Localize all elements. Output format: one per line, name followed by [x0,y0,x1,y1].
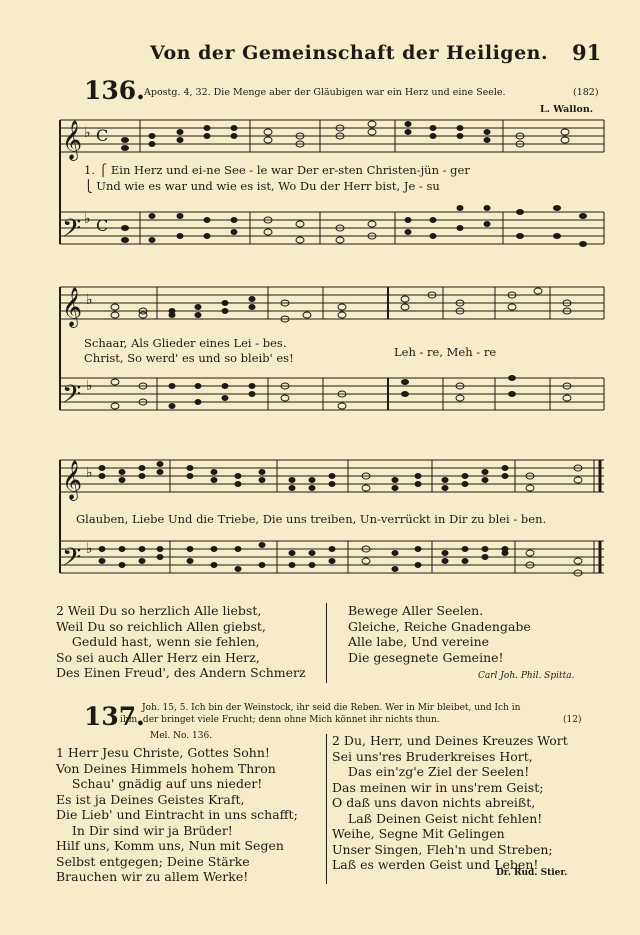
lyrics-system-2-verse-1: Schaar, Als Glieder eines Lei - bes. [84,336,287,350]
hymn-136-number: 136. [84,76,145,105]
svg-text:𝄢: 𝄢 [62,543,82,578]
svg-text:𝄞: 𝄞 [62,460,83,500]
lyrics-system-3: Glauben, Liebe Und die Triebe, Die uns treiben, Un-verrückt in Dir zu blei - ben. [76,512,547,526]
svg-text:C: C [96,216,109,235]
svg-text:𝄢: 𝄢 [62,380,82,415]
svg-text:♭: ♭ [86,378,93,394]
page-number: 91 [572,40,602,65]
hymn-137-ref-no: (12) [563,715,582,725]
hymn-136-composer: L. Wallon. [540,104,594,115]
svg-text:♭: ♭ [84,211,91,227]
hymn-137-melody: Mel. No. 136. [150,731,213,741]
hymn-137-number: 137. [84,702,145,731]
lyrics-system-2-refrain: Leh - re, Meh - re [394,345,497,359]
hymn-136-reference: Apostg. 4, 32. Die Menge aber der Gläubigen war ein Herz und eine Seele. [144,87,506,98]
svg-text:𝄞: 𝄞 [62,287,83,327]
svg-text:♭: ♭ [84,125,91,141]
hymn-137-reference-line-1: Joh. 15, 5. Ich bin der Weinstock, ihr seid die Reben. Wer in Mir bleibet, und Ich in [142,703,521,713]
svg-text:♭: ♭ [86,292,93,308]
lyrics-system-2-verse-2: Christ, So werd' es und so bleib' es! [84,351,294,365]
running-title: Von der Gemeinschaft der Heiligen. [150,42,549,64]
hymn-136-verse-2-left: 2 Weil Du so herzlich Alle liebst, Weil Du so reichlich Allen giebst, Geduld hast, wenn sie fehlen, So sei auch Aller Herz ein Herz, Des Einen Freud', des Andern Schmerz [56,603,306,680]
music-system-1 [0,115,640,275]
column-divider [326,603,327,683]
hymn-136-ref-no: (182) [573,87,599,98]
hymn-137-reference-line-2: ihm, der bringet viele Frucht; denn ohne Mich könnet ihr nichts thun. [120,715,440,725]
svg-text:C: C [96,126,109,145]
hymn-137-verse-1: 1 Herr Jesu Christe, Gottes Sohn! Von Deines Himmels hohem Thron Schau' gnädig auf uns nieder! Es ist ja Deines Geistes Kraft, Die Lieb' und Eintracht in uns schafft; In Dir sind wir ja Brüder! Hilf uns, Komm uns, Nun mit Segen Selbst entgegen; Deine Stärke Brauchen wir zu allem Werke! [56,745,298,884]
music-system-3 [0,455,640,605]
column-divider-2 [326,734,327,884]
hymn-136-verse-2-right: Bewege Aller Seelen. Gleiche, Reiche Gnadengabe Alle labe, Und vereine Die gesegnete Gemeine! [348,603,531,665]
hymn-137-author: Dr. Rud. Stier. [496,868,568,878]
lyrics-system-1-verse-1: 1. ⎧ Ein Herz und ei-ne Seе - le war Der er-sten Christen-jün - ger [84,163,470,177]
hymn-137-verse-2: 2 Du, Herr, und Deines Kreuzes Wort Sei uns'res Bruderkreises Hort, Das ein'zg'e Ziel der Seelen! Das meinen wir in uns'rem Geist; O daß uns davon nichts abreißt, Laß Deinen Geist nicht fehlen! Weihe, Segne Mit Gelingen Unser Singen, Fleh'n und Streben; Laß es werden Geist und Leben! [332,733,568,872]
svg-text:𝄢: 𝄢 [62,214,82,249]
svg-text:♭: ♭ [86,465,93,481]
hymn-136-author: Carl Joh. Phil. Spitta. [478,671,575,681]
svg-text:♭: ♭ [86,541,93,557]
svg-text:𝄞: 𝄞 [62,120,83,160]
lyrics-system-1-verse-2: ⎩ Und wie es war und wie es ist, Wo Du der Herr bist, Je - su [84,179,440,193]
